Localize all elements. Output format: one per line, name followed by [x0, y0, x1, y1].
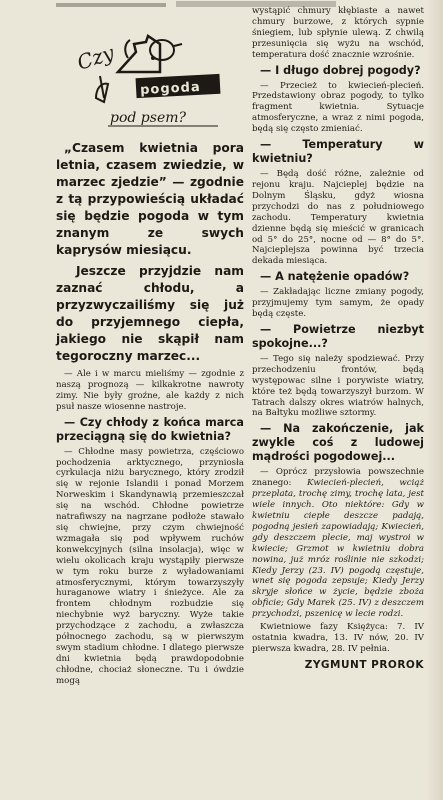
- question-1: — Czy chłody z końca marca przeciągną się do kwietnia?: [56, 415, 244, 443]
- question-2: — I długo dobrej pogody?: [260, 63, 421, 77]
- answer-paragraph-1: — Ale i w marcu mieliśmy — zgodnie z naszą prognozą — kilkakrotne nawroty zimy. Nie były groźne, ale każdy z nich psuł nasze wiosenne nastroje.: [56, 369, 244, 412]
- dog-umbrella-logo-illustration: [56, 24, 244, 134]
- answer-continuation: wystąpić chmury kłębiaste a nawet chmury burzowe, z których sypnie śniegiem, lub spłynie ulewą. Z chwilą przesunięcia się wyżu na wschód, temperatura dość znacznie wzrośnie.: [252, 6, 424, 60]
- adjacent-page-edge: [425, 0, 443, 800]
- left-column: [56, 24, 244, 689]
- question-6: — Na zakończenie, jak zwykle coś z ludowej mądrości pogodowej...: [252, 422, 424, 464]
- lead-paragraph: „Czasem kwietnia pora letnia, czasem zwiedzie, w marzec zjedzie” — zgodnie z tą przypowieścią układać się będzie pogoda w tym znanym ze swych kaprysów miesiącu.: [56, 141, 244, 257]
- question-5: — Powietrze niezbyt spokojne...?: [252, 322, 424, 350]
- logo-word-czy: Czy: [74, 40, 117, 75]
- answer-paragraph-2: — Chłodne masy powietrza, częściowo pochodzenia arktycznego, przyniosła cyrkulacja niżu barycznego, który zrodził się w rejonie Islandii i ponad Morzem Norweskim i Skandynawią przemieszczał się na wschód. Chłodne powietrze natrafiwszy na nagrzane podłoże stawało się chwiejne, przy czym chwiejność wzmagała się pod wpływem ruchów konwekcyjnych (silna insolacja), więc w wielu okolicach kraju wystąpiły pierwsze w tym roku burze z wyładowaniami atmosferycznymi, którym towarzyszyły huraganowe wiatry i śnieżyce. Ale za frontem chłodnym rozbudzie się niechybnie wyż baryczny. Wyże takie przychodzące z zachodu, a zwłaszcza północnego zachodu, są w pierwszym swym stadium chłodne. I dlatego pierwsze dni kwietnia będą prawdopodobnie chłodne, chociaż słoneczne. Tu i ówdzie mogą: [56, 446, 244, 686]
- proverbs-list: Kwiecień-plecień, wciąż przeplata, trochę zimy, trochę lata, jest wiele innych. Oto niektóre: Gdy w kwietniu ciepłe deszcze padają, pogodną jesień zapowiadają; Kwiecień, gdy deszczem plecie, maj wystroi w kwiecie; Grzmot w kwietniu dobra nowina, już mróz roślinie nie szkodzi; Kiedy Jerzy (23. IV) pogodą częstuje, wnet się pogoda zepsuje; Kiedy Jerzy skryje słońce w życie, będzie zboża obficie; Gdy Marek (25. IV) z deszczem przychodzi, pszenicę w lecie rodzi.: [252, 478, 425, 620]
- column-logo: [56, 24, 244, 134]
- intro-paragraph: Jeszcze przyjdzie nam zaznać chłodu, a przyzwyczailiśmy się już do przyjemnego ciepła, jakiego nie skąpił nam tegoroczny marzec...: [56, 264, 244, 363]
- question-3: — Temperatury w kwietniu?: [252, 138, 424, 166]
- answer-paragraph-3: — Przecież to kwiecień-plecień. Przedstawiony obraz pogody, to tylko fragment kwietnia. Sytuacje atmosferyczne, a wraz z nimi pogoda, będą się często zmieniać.: [252, 80, 424, 135]
- logo-words-pod-psem: pod psem?: [110, 110, 187, 126]
- logo-word-pogoda: pogoda: [139, 79, 202, 98]
- answer-7-intro: — Oprócz przysłowia powszechnie znanego:: [252, 467, 424, 489]
- question-4: — A natężenie opadów?: [260, 270, 410, 284]
- author-signature: ZYGMUNT PROROK: [304, 658, 424, 671]
- answer-paragraph-5: — Zakładając liczne zmiany pogody, przyjmujemy tym samym, że opady będą częste.: [252, 287, 424, 320]
- answer-paragraph-4: — Będą dość różne, zależnie od rejonu kraju. Najcieplej będzie na Dolnym Śląsku, gdyż wiosna przychodzi do nas z południowego zachodu. Temperatury kwietnia dzienne będą się mieścić w granicach od 5° do 25°, nocne od — 8° do 5°. Najcieplejsza powinna być trzecia dekada miesiąca.: [252, 169, 424, 267]
- moon-phases-paragraph: Kwietniowe fazy Księżyca: 7. IV ostatnia kwadra, 13. IV nów, 20. IV pierwsza kwadra, 28. IV pełnia.: [252, 622, 424, 654]
- answer-paragraph-6: — Tego się należy spodziewać. Przy przechodzeniu frontów, będą występowac silne i porywiste wiatry, które też będą towarzyszył burzom. W Tatrach dalszy okres wiatrów halnych, na Bałtyku możliwe sztormy.: [252, 353, 424, 419]
- right-column: [252, 6, 424, 671]
- answer-paragraph-7: [252, 467, 424, 620]
